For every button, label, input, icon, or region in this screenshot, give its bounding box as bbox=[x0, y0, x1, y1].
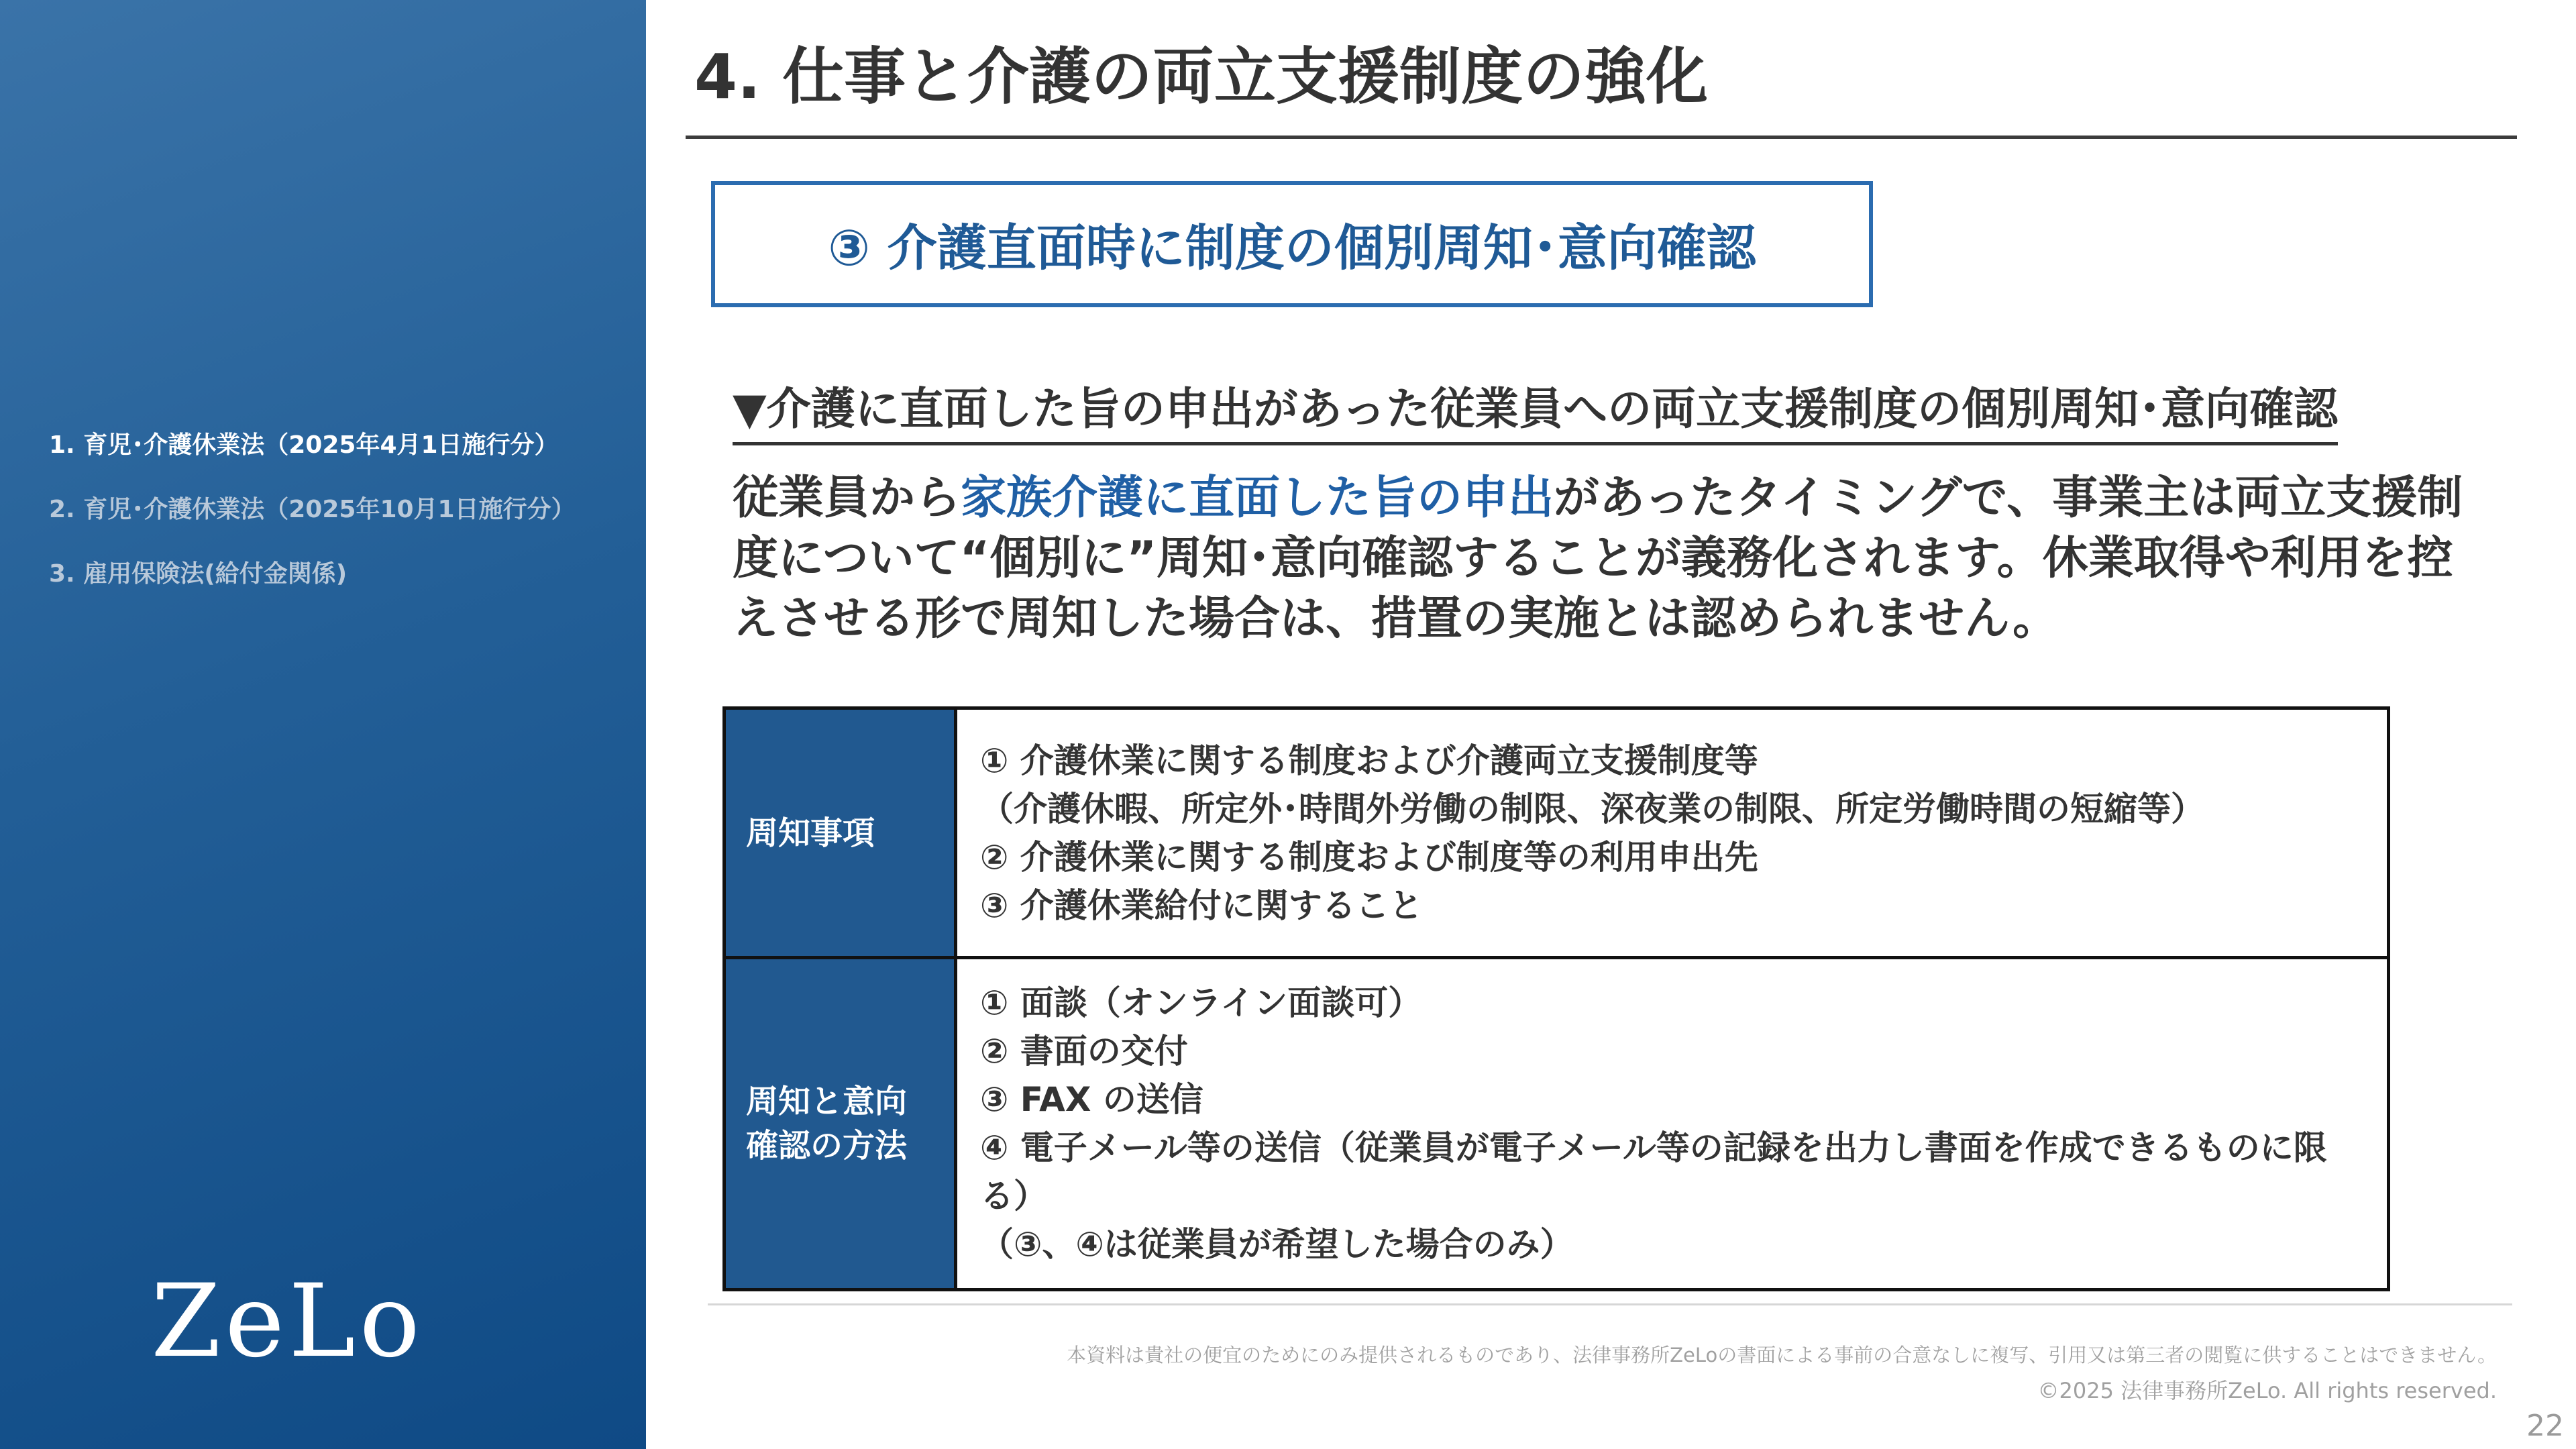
section-heading: ▼介護に直面した旨の申出があった従業員への両立支援制度の個別周知･意向確認 bbox=[733, 379, 2338, 445]
list-item: ② 介護休業に関する制度および制度等の利用申出先 bbox=[980, 837, 1758, 877]
row-content-notification-items bbox=[956, 708, 2389, 958]
nav-item-childcare-care-leave-october[interactable]: 2. 育児･介護休業法（2025年10月1日施行分） bbox=[49, 496, 576, 523]
table-row bbox=[724, 958, 2389, 1290]
body-text-after: があったタイミングで、事業主は両立支援制度について“個別に”周知･意向確認することが義務化されます。休業取得や利用を控えさせる形で周知した場合は、措置の実施とは認められません。 bbox=[733, 472, 2463, 645]
footer-divider bbox=[708, 1303, 2512, 1305]
sidebar bbox=[0, 0, 646, 1449]
title-divider bbox=[686, 136, 2517, 139]
list-item: ③ 介護休業給付に関すること bbox=[980, 885, 1423, 925]
copyright-text: ©2025 法律事務所ZeLo. All rights reserved. bbox=[2037, 1378, 2497, 1403]
body-paragraph bbox=[733, 468, 2497, 649]
section-nav bbox=[49, 429, 576, 623]
list-item: （③、④は従業員が希望した場合のみ） bbox=[980, 1225, 1574, 1264]
body-text-before: 従業員から bbox=[733, 472, 961, 525]
list-item: ① 面談（オンライン面談可） bbox=[980, 983, 1422, 1022]
row-label-notification-methods bbox=[724, 958, 956, 1290]
subtitle-text: ③ 介護直面時に制度の個別周知･意向確認 bbox=[828, 219, 1756, 277]
subtitle-box bbox=[711, 181, 1873, 307]
row-label-notification-items bbox=[724, 708, 956, 958]
table-row bbox=[724, 708, 2389, 958]
notification-table bbox=[722, 706, 2390, 1291]
list-item: ① 介護休業に関する制度および介護両立支援制度等 bbox=[980, 741, 1758, 780]
list-item: ④ 電子メール等の送信（従業員が電子メール等の記録を出力し書面を作成できるものに限る） bbox=[980, 1128, 2327, 1216]
row-label-text-line2: 確認の方法 bbox=[746, 1127, 908, 1165]
body-highlight: 家族介護に直面した旨の申出 bbox=[961, 472, 1554, 525]
row-label-text-line1: 周知と意向 bbox=[746, 1083, 908, 1120]
page-number: 22 bbox=[2526, 1409, 2564, 1443]
disclaimer-text: 本資料は貴社の便宜のためにのみ提供されるものであり、法律事務所ZeLoの書面による事前の合意なしに複写、引用又は第三者の閲覧に供することはできません。 bbox=[1067, 1344, 2497, 1366]
page-title: 4. 仕事と介護の両立支援制度の強化 bbox=[694, 41, 1708, 113]
row-label-text: 周知事項 bbox=[746, 814, 875, 852]
list-item: ③ FAX の送信 bbox=[980, 1080, 1203, 1119]
list-item: （介護休暇、所定外･時間外労働の制限、深夜業の制限、所定労働時間の短縮等） bbox=[980, 789, 2204, 828]
nav-item-childcare-care-leave-april[interactable]: 1. 育児･介護休業法（2025年4月1日施行分） bbox=[49, 431, 559, 459]
row-content-notification-methods bbox=[956, 958, 2389, 1290]
nav-item-employment-insurance[interactable]: 3. 雇用保険法(給付金関係) bbox=[49, 560, 347, 588]
list-item: ② 書面の交付 bbox=[980, 1032, 1188, 1071]
zelo-logo: ZeLo bbox=[151, 1263, 424, 1380]
